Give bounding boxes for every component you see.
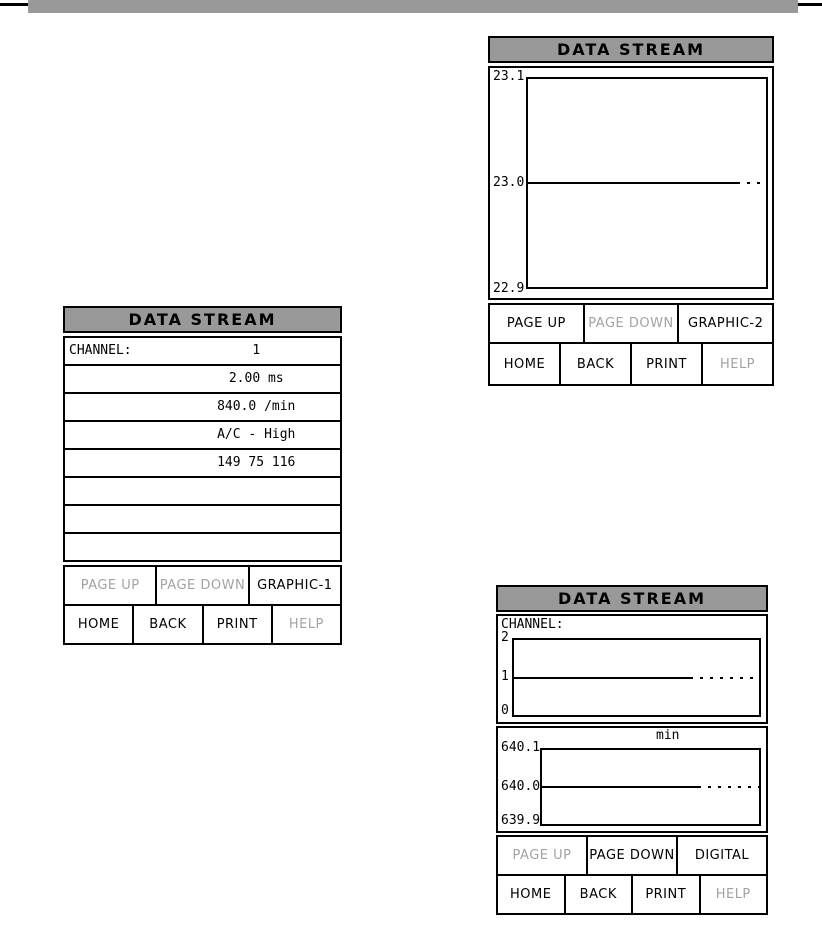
y-axis-tick: 1 <box>501 669 509 684</box>
x-unit-label: min <box>656 728 680 743</box>
data-stream-graphic2-panel <box>488 36 774 388</box>
y-axis-tick: 23.1 <box>493 69 525 84</box>
trend-line-solid <box>542 786 698 788</box>
back-button[interactable]: BACK <box>559 342 632 386</box>
y-axis-tick: 22.9 <box>493 281 525 296</box>
action-button-row <box>488 342 774 386</box>
print-button[interactable]: PRINT <box>202 604 273 645</box>
trend-line-dotted <box>690 677 759 679</box>
back-button[interactable]: BACK <box>564 874 634 915</box>
plot-area <box>540 748 761 826</box>
help-button[interactable]: HELP <box>271 604 342 645</box>
page-up-button[interactable]: PAGE UP <box>63 565 157 606</box>
back-button[interactable]: BACK <box>132 604 203 645</box>
y-axis-tick: 23.0 <box>493 175 525 190</box>
data-stream-graphic1-panel <box>496 585 768 918</box>
row-label: CHANNEL: <box>69 343 132 358</box>
plot-area <box>512 638 761 717</box>
page-header-bar <box>28 0 798 13</box>
y-axis-tick: 640.1 <box>501 740 541 755</box>
channel-graph <box>496 614 768 724</box>
help-button[interactable]: HELP <box>701 342 774 386</box>
data-table <box>63 336 342 562</box>
plot-area <box>526 77 768 289</box>
table-row <box>65 450 340 478</box>
table-row <box>65 534 340 560</box>
graphic-1-button[interactable]: GRAPHIC-1 <box>248 565 342 606</box>
trend-graph <box>488 66 774 300</box>
nav-button-row <box>63 565 342 606</box>
trend-line-solid <box>514 677 690 679</box>
panel-title: DATA STREAM <box>496 585 768 612</box>
table-row <box>65 338 340 366</box>
page-down-button[interactable]: PAGE DOWN <box>583 303 680 344</box>
home-button[interactable]: HOME <box>496 874 566 915</box>
nav-button-row <box>496 835 768 876</box>
table-row <box>65 422 340 450</box>
rate-graph <box>496 726 768 833</box>
print-button[interactable]: PRINT <box>631 874 701 915</box>
table-row <box>65 506 340 534</box>
row-value: 1 <box>252 343 261 358</box>
home-button[interactable]: HOME <box>63 604 134 645</box>
home-button[interactable]: HOME <box>488 342 561 386</box>
page-down-button[interactable]: PAGE DOWN <box>586 835 678 876</box>
graphic-2-button[interactable]: GRAPHIC-2 <box>677 303 774 344</box>
y-axis-tick: 0 <box>501 703 509 718</box>
print-button[interactable]: PRINT <box>630 342 703 386</box>
y-axis-tick: 639.9 <box>501 813 541 828</box>
data-stream-digital-panel <box>63 306 342 647</box>
y-axis-tick: 640.0 <box>501 779 541 794</box>
page-up-button[interactable]: PAGE UP <box>496 835 588 876</box>
trend-line-solid <box>528 182 737 184</box>
channel-label: CHANNEL: <box>501 617 564 632</box>
row-value: 149 75 116 <box>217 455 296 470</box>
help-button[interactable]: HELP <box>699 874 769 915</box>
trend-line-dotted <box>698 786 759 788</box>
action-button-row <box>496 874 768 915</box>
row-value: A/C - High <box>217 427 296 442</box>
digital-button[interactable]: DIGITAL <box>676 835 768 876</box>
action-button-row <box>63 604 342 645</box>
row-value: 840.0 /min <box>217 399 296 414</box>
panel-title: DATA STREAM <box>488 36 774 63</box>
page-down-button[interactable]: PAGE DOWN <box>155 565 249 606</box>
table-row <box>65 394 340 422</box>
trend-line-dotted <box>737 182 766 184</box>
nav-button-row <box>488 303 774 344</box>
table-row <box>65 366 340 394</box>
page-up-button[interactable]: PAGE UP <box>488 303 585 344</box>
y-axis-tick: 2 <box>501 630 509 645</box>
row-value: 2.00 ms <box>228 371 284 386</box>
table-row <box>65 478 340 506</box>
panel-title: DATA STREAM <box>63 306 342 333</box>
